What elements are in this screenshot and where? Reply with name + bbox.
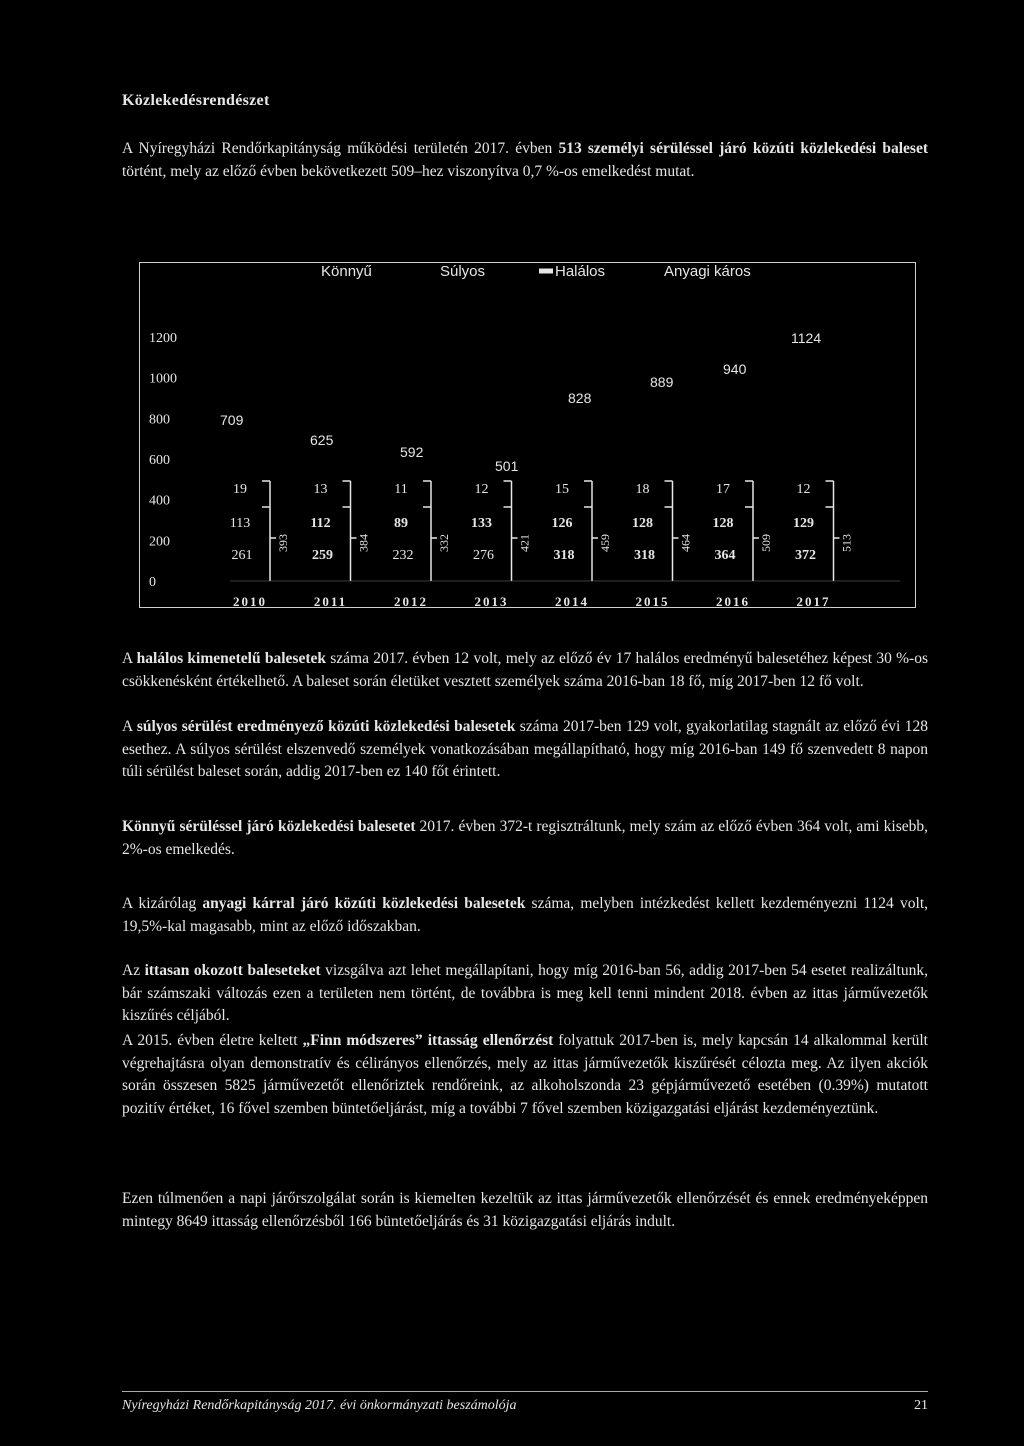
x-tick-label: 2015 (635, 594, 670, 607)
x-tick-label: 2012 (394, 594, 428, 607)
footer-title: Nyíregyházi Rendőrkapitányság 2017. évi önkormányzati beszámolója (122, 1398, 517, 1413)
y-tick-label: 1000 (149, 371, 177, 387)
property-damage-paragraph: A kizárólag anyagi kárral járó közúti közlekedési balesetek száma, melyben intézkedést kellett kezdeményezni 1124 volt, 19,5%-kal magasabb, mint az előző időszakban. (122, 895, 928, 935)
data-label-fatal: 17 (716, 482, 730, 497)
serious-accidents-paragraph: A súlyos sérülést eredményező közúti közlekedési balesetek száma 2017-ben 129 volt, gyakorlatilag stagnált az előző évi 128 esethez. A súlyos sérülést elszenvedő személyek vonatkozásában megállapítható, hogy míg 2016-ban 149 fő szenvedett 8 napon túli sérülést baleset során, addig 2017-ben ez 140 főt érintett. (122, 718, 928, 780)
y-tick-label: 800 (149, 412, 170, 428)
data-label-fatal: 12 (796, 482, 811, 497)
data-label-fatal: 13 (313, 482, 328, 497)
data-label-property: 828 (568, 390, 592, 406)
data-label-total: 464 (678, 534, 693, 552)
legend-label: Könnyű (321, 263, 372, 280)
data-label-property: 709 (220, 412, 244, 428)
data-label-total: 509 (759, 534, 773, 552)
data-label-property: 940 (723, 361, 747, 377)
data-label-serious: 112 (310, 516, 331, 531)
data-label-light: 364 (714, 548, 736, 563)
data-label-total: 459 (598, 534, 612, 552)
finn-method-paragraph: A 2015. évben életre keltett „Finn módszeres” ittasság ellenőrzést folyattuk 2017-ben is, mely kapcsán 14 alkalommal került végrehajtásra olyan demonstratív és célirányos ellenőrzés, mely az ittas járművezetők kiszűrését célozta meg. Az ilyen akciók során összesen 5825 járművezetőt ellenőriztek rendőreink, az alkoholszonda 23 gépjárművezető esetében (0.39%) mutatott pozitív értéket, 16 fővel szemben büntetőeljárást, míg a további 7 fővel szemben közigazgatási eljárást kezdeményeztünk. (122, 1032, 928, 1117)
intro-paragraph: A Nyíregyházi Rendőrkapitányság működési területén 2017. évben 513 személyi sérüléssel járó közúti közlekedési baleset történt, mely az előző évben bekövetkezett 509–hez viszonyítva 0,7 %-os emelkedést mutat. (122, 140, 928, 180)
data-label-total: 332 (437, 534, 451, 552)
legend-label: Anyagi káros (664, 263, 751, 280)
legend-swatch-fatal (539, 269, 553, 274)
data-label-light: 372 (795, 548, 816, 563)
y-tick-label: 400 (149, 493, 170, 509)
data-label-fatal: 15 (555, 482, 569, 497)
y-tick-label: 0 (149, 575, 156, 590)
data-label-serious: 129 (793, 516, 814, 531)
fatal-accidents-paragraph: A halálos kimenetelű balesetek száma 2017. évben 12 volt, mely az előző év 17 halálos eredményű balesetéhez képest 30 %-os csökkenésként értékelhető. A baleset során életüket vesztett személyek száma 2016-ban 18 fő, míg 2017-ben 12 fő volt. (122, 650, 928, 690)
data-label-fatal: 19 (233, 482, 247, 497)
data-label-property: 889 (650, 374, 674, 390)
data-label-property: 592 (400, 444, 424, 460)
drunk-driving-paragraph: Az ittasan okozott baleseteket vizsgálva azt lehet megállapítani, hogy míg 2016-ban 56, addig 2017-ben 54 esetet realizáltunk, bár számszaki változás ezen a területen nem történt, de továbbra is meg kell tenni mindent 2018. évben az ittas járművezetők kiszűrés céljából. (122, 962, 929, 1024)
data-label-property: 501 (495, 458, 519, 474)
data-label-fatal: 18 (635, 482, 650, 497)
data-label-serious: 126 (551, 516, 573, 531)
data-label-total: 384 (356, 534, 371, 552)
x-tick-label: 2014 (555, 594, 589, 607)
data-label-serious: 133 (471, 516, 492, 531)
data-label-serious: 128 (712, 516, 734, 531)
data-label-serious: 89 (394, 516, 408, 531)
x-tick-label: 2017 (796, 594, 831, 607)
y-tick-label: 200 (149, 534, 170, 550)
data-label-light: 276 (473, 548, 494, 563)
legend-label: Halálos (555, 263, 606, 280)
data-label-light: 261 (231, 548, 253, 563)
data-label-fatal: 11 (394, 482, 408, 497)
data-label-light: 318 (634, 548, 655, 563)
data-label-light: 259 (312, 548, 333, 563)
x-tick-label: 2010 (233, 594, 267, 607)
data-label-property: 1124 (791, 330, 822, 346)
x-tick-label: 2016 (716, 594, 750, 607)
y-tick-label: 600 (149, 453, 170, 468)
accident-chart (139, 262, 916, 608)
data-label-light: 232 (392, 548, 414, 563)
light-accidents-paragraph: Könnyű sérüléssel járó közlekedési balesetet 2017. évben 372-t regisztráltunk, mely szám az előző évben 364 volt, ami kisebb, 2%-os emelkedés. (122, 818, 928, 858)
data-label-serious: 128 (632, 516, 653, 531)
data-label-serious: 113 (229, 516, 251, 531)
data-label-fatal: 12 (474, 482, 489, 497)
x-tick-label: 2011 (313, 594, 348, 607)
data-label-total: 393 (276, 534, 290, 552)
x-tick-label: 2013 (474, 594, 509, 607)
page-footer (122, 1391, 928, 1412)
data-label-light: 318 (553, 548, 575, 563)
data-label-property: 625 (310, 432, 334, 448)
y-tick-label: 1200 (149, 331, 177, 346)
page-number: 21 (914, 1398, 928, 1413)
data-label-total: 513 (839, 534, 854, 552)
section-title: Közlekedésrendészet (122, 92, 270, 109)
legend-label: Súlyos (440, 263, 486, 280)
data-label-total: 421 (517, 534, 532, 552)
patrol-checks-paragraph: Ezen túlmenően a napi járőrszolgálat során is kiemelten kezeltük az ittas járművezetők ellenőrzését és ennek eredményeképpen mintegy 8649 ittasság ellenőrzésből 166 büntetőeljárás és 31 közigazgatási eljárás indult. (122, 1190, 928, 1230)
